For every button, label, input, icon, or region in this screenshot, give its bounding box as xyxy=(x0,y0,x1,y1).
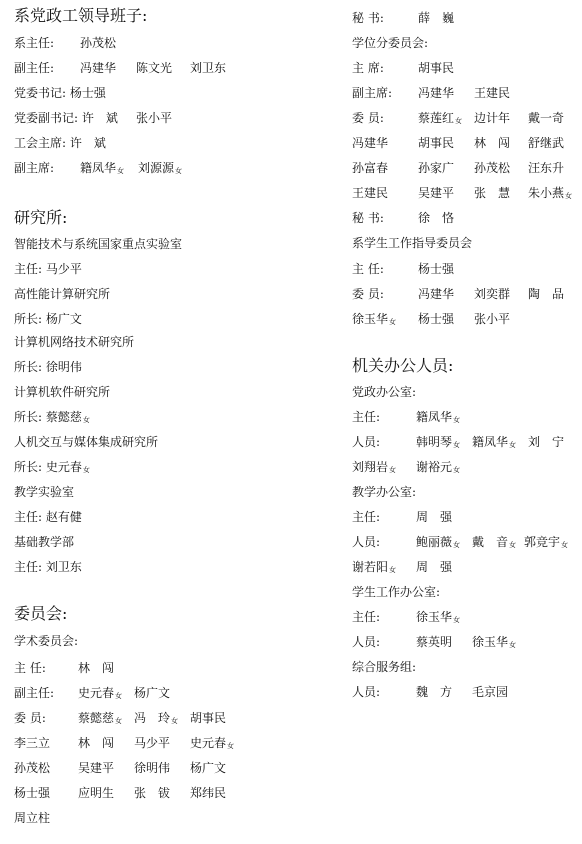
female-mark: 女 xyxy=(455,117,463,125)
female-mark: 女 xyxy=(565,192,573,200)
research-row: 主任: 马少平 xyxy=(14,262,82,276)
section-heading-committees: 委员会: xyxy=(14,604,68,623)
female-mark: 女 xyxy=(389,566,397,574)
female-mark: 女 xyxy=(453,541,461,549)
female-mark: 女 xyxy=(175,167,183,175)
research-row: 计算机网络技术研究所 xyxy=(14,335,135,349)
female-mark: 女 xyxy=(453,416,461,424)
subheading-student-work-committee: 系学生工作指导委员会 xyxy=(352,236,473,250)
research-row: 教学实验室 xyxy=(14,485,75,499)
office-subheading: 综合服务组: xyxy=(352,660,417,674)
female-mark: 女 xyxy=(453,616,461,624)
research-row: 计算机软件研究所 xyxy=(14,385,111,399)
female-mark: 女 xyxy=(509,641,517,649)
office-subheading: 学生工作办公室: xyxy=(352,585,441,599)
subheading-academic-committee: 学术委员会: xyxy=(14,634,79,648)
research-row: 所长: 蔡懿慈女 xyxy=(14,410,90,424)
female-mark: 女 xyxy=(82,416,90,424)
research-row: 所长: 徐明伟 xyxy=(14,360,82,374)
female-mark: 女 xyxy=(389,466,397,474)
research-row: 高性能计算研究所 xyxy=(14,287,111,301)
female-mark: 女 xyxy=(509,541,517,549)
section-heading-office-staff: 机关办公人员: xyxy=(352,356,454,375)
female-mark: 女 xyxy=(171,717,179,725)
research-row: 主任: 刘卫东 xyxy=(14,560,82,574)
research-row: 智能技术与系统国家重点实验室 xyxy=(14,237,183,251)
name-female: 刘源源女 xyxy=(138,161,183,175)
female-mark: 女 xyxy=(115,692,123,700)
research-row: 基础教学部 xyxy=(14,535,75,549)
office-subheading: 党政办公室: xyxy=(352,385,417,399)
female-mark: 女 xyxy=(453,441,461,449)
female-mark: 女 xyxy=(509,441,517,449)
female-mark: 女 xyxy=(227,742,235,750)
research-row: 所长: 史元春女 xyxy=(14,460,90,474)
name-female: 籍凤华女 xyxy=(80,161,125,175)
subheading-degree-committee: 学位分委员会: xyxy=(352,36,429,50)
research-row: 人机交互与媒体集成研究所 xyxy=(14,435,159,449)
research-row: 主任: 赵有健 xyxy=(14,510,82,524)
female-mark: 女 xyxy=(82,466,90,474)
section-heading-research: 研究所: xyxy=(14,208,68,227)
female-mark: 女 xyxy=(389,318,397,326)
section-heading-department-leadership: 系党政工领导班子: xyxy=(14,6,148,25)
female-mark: 女 xyxy=(117,167,125,175)
office-subheading: 教学办公室: xyxy=(352,485,417,499)
female-mark: 女 xyxy=(115,717,123,725)
female-mark: 女 xyxy=(561,541,569,549)
female-mark: 女 xyxy=(453,466,461,474)
research-row: 所长: 杨广文 xyxy=(14,312,82,326)
